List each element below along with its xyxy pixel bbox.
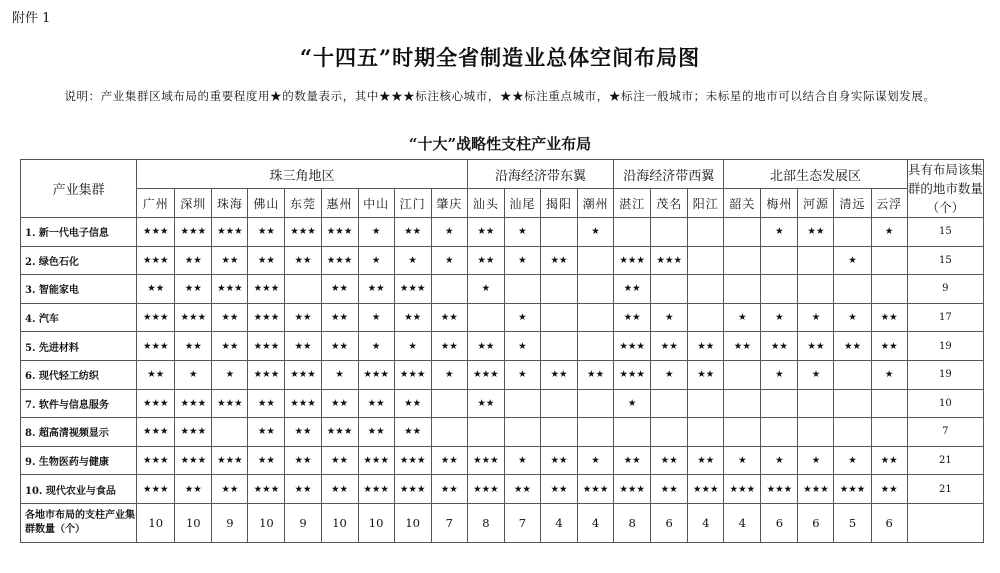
star-rating-cell xyxy=(651,275,688,304)
star-rating-cell: ★ xyxy=(212,360,248,389)
star-rating-cell: ★★★ xyxy=(321,418,358,447)
star-rating-cell: ★★★ xyxy=(394,475,431,504)
star-rating-cell: ★★★ xyxy=(137,303,175,332)
star-rating-cell: ★ xyxy=(504,332,540,361)
annex-label: 附件 1 xyxy=(12,11,51,26)
star-rating-cell xyxy=(540,418,577,447)
star-rating-cell: ★ xyxy=(358,246,394,275)
table-row xyxy=(21,389,984,418)
star-rating-cell: ★ xyxy=(394,246,431,275)
star-rating-cell: ★ xyxy=(798,360,834,389)
legend-note: 说明：产业集群区域布局的重要程度用★的数量表示，其中★★★标注核心城市，★★标注重点城市，★标注一般城市；未标星的地市可以结合自身实际谋划发展。 xyxy=(64,89,936,103)
star-rating-cell: ★★ xyxy=(688,446,724,475)
star-rating-cell: ★★★ xyxy=(651,246,688,275)
star-rating-cell xyxy=(467,418,504,447)
cluster-count-cell: 10 xyxy=(358,503,394,542)
star-rating-cell xyxy=(285,275,321,304)
star-rating-cell: ★★ xyxy=(285,246,321,275)
star-rating-cell: ★★★ xyxy=(175,303,212,332)
star-rating-cell xyxy=(724,389,761,418)
city-header: 湛江 xyxy=(614,189,651,218)
cluster-name: 7. 软件与信息服务 xyxy=(21,389,137,418)
star-rating-cell: ★★ xyxy=(467,389,504,418)
star-rating-cell xyxy=(540,389,577,418)
star-rating-cell: ★★ xyxy=(431,303,467,332)
star-rating-cell xyxy=(688,246,724,275)
cluster-count-cell: 8 xyxy=(467,503,504,542)
cluster-count-cell: 8 xyxy=(614,503,651,542)
star-rating-cell xyxy=(761,418,798,447)
table-row xyxy=(21,360,984,389)
star-rating-cell: ★ xyxy=(651,360,688,389)
star-rating-cell: ★★★ xyxy=(212,275,248,304)
star-rating-cell: ★★ xyxy=(358,418,394,447)
star-rating-cell xyxy=(871,246,907,275)
star-rating-cell: ★★ xyxy=(798,218,834,247)
star-rating-cell: ★ xyxy=(358,218,394,247)
star-rating-cell: ★★ xyxy=(651,475,688,504)
star-rating-cell: ★★★ xyxy=(212,446,248,475)
star-rating-cell: ★★ xyxy=(540,475,577,504)
city-header: 深圳 xyxy=(175,189,212,218)
star-rating-cell: ★★★ xyxy=(688,475,724,504)
cluster-name: 3. 智能家电 xyxy=(21,275,137,304)
star-rating-cell xyxy=(504,275,540,304)
star-rating-cell: ★ xyxy=(431,360,467,389)
city-header: 潮州 xyxy=(578,189,614,218)
star-rating-cell xyxy=(724,246,761,275)
star-rating-cell: ★ xyxy=(358,303,394,332)
star-rating-cell xyxy=(834,418,871,447)
cluster-name: 10. 现代农业与食品 xyxy=(21,475,137,504)
star-rating-cell: ★★★ xyxy=(614,360,651,389)
star-rating-cell: ★★ xyxy=(724,332,761,361)
empty-cell xyxy=(907,503,983,542)
star-rating-cell: ★★★ xyxy=(175,446,212,475)
city-count-cell: 15 xyxy=(907,218,983,247)
star-rating-cell: ★★★ xyxy=(248,303,285,332)
star-rating-cell: ★★ xyxy=(467,332,504,361)
star-rating-cell: ★ xyxy=(504,218,540,247)
star-rating-cell: ★★ xyxy=(540,246,577,275)
city-header: 广州 xyxy=(137,189,175,218)
star-rating-cell xyxy=(651,389,688,418)
star-rating-cell xyxy=(834,218,871,247)
star-rating-cell: ★★ xyxy=(688,332,724,361)
cluster-count-cell: 4 xyxy=(578,503,614,542)
star-rating-cell: ★★ xyxy=(614,446,651,475)
star-rating-cell: ★★ xyxy=(871,332,907,361)
star-rating-cell: ★★ xyxy=(248,418,285,447)
star-rating-cell xyxy=(540,303,577,332)
star-rating-cell: ★★ xyxy=(212,332,248,361)
city-count-cell: 19 xyxy=(907,360,983,389)
star-rating-cell: ★★ xyxy=(871,475,907,504)
city-header: 惠州 xyxy=(321,189,358,218)
cluster-count-cell: 5 xyxy=(834,503,871,542)
star-rating-cell: ★★ xyxy=(431,475,467,504)
star-rating-cell: ★★ xyxy=(285,475,321,504)
star-rating-cell: ★★★ xyxy=(724,475,761,504)
city-count-cell: 10 xyxy=(907,389,983,418)
star-rating-cell xyxy=(540,332,577,361)
city-header: 佛山 xyxy=(248,189,285,218)
star-rating-cell: ★ xyxy=(504,246,540,275)
star-rating-cell xyxy=(871,418,907,447)
star-rating-cell: ★★ xyxy=(248,389,285,418)
star-rating-cell: ★★ xyxy=(358,389,394,418)
city-header: 茂名 xyxy=(651,189,688,218)
city-count-cell: 21 xyxy=(907,446,983,475)
star-rating-cell xyxy=(651,418,688,447)
star-rating-cell: ★ xyxy=(504,446,540,475)
star-rating-cell: ★★ xyxy=(651,332,688,361)
star-rating-cell: ★★★ xyxy=(248,475,285,504)
star-rating-cell: ★★★ xyxy=(212,218,248,247)
cluster-count-cell: 10 xyxy=(321,503,358,542)
star-rating-cell: ★ xyxy=(651,303,688,332)
star-rating-cell: ★★ xyxy=(431,332,467,361)
star-rating-cell: ★★★ xyxy=(137,418,175,447)
star-rating-cell xyxy=(578,246,614,275)
city-header: 清远 xyxy=(834,189,871,218)
cluster-count-cell: 4 xyxy=(688,503,724,542)
star-rating-cell: ★★ xyxy=(761,332,798,361)
star-rating-cell xyxy=(724,418,761,447)
city-header: 珠海 xyxy=(212,189,248,218)
star-rating-cell: ★★★ xyxy=(212,389,248,418)
cluster-count-cell: 7 xyxy=(504,503,540,542)
star-rating-cell: ★★★ xyxy=(798,475,834,504)
cluster-count-cell: 4 xyxy=(724,503,761,542)
region-header: 沿海经济带西翼 xyxy=(614,160,724,189)
star-rating-cell xyxy=(578,389,614,418)
star-rating-cell: ★★ xyxy=(212,303,248,332)
cluster-name: 8. 超高清视频显示 xyxy=(21,418,137,447)
star-rating-cell: ★★ xyxy=(248,218,285,247)
star-rating-cell: ★ xyxy=(578,218,614,247)
city-header: 中山 xyxy=(358,189,394,218)
cluster-count-cell: 10 xyxy=(394,503,431,542)
star-rating-cell: ★★ xyxy=(871,303,907,332)
city-count-cell: 7 xyxy=(907,418,983,447)
table-row xyxy=(21,332,984,361)
cluster-name: 1. 新一代电子信息 xyxy=(21,218,137,247)
star-rating-cell: ★★ xyxy=(614,303,651,332)
star-rating-cell: ★★★ xyxy=(248,360,285,389)
star-rating-cell xyxy=(467,303,504,332)
cluster-count-cell: 9 xyxy=(285,503,321,542)
star-rating-cell: ★★ xyxy=(137,275,175,304)
star-rating-cell: ★★ xyxy=(285,332,321,361)
star-rating-cell: ★★ xyxy=(358,275,394,304)
star-rating-cell xyxy=(614,218,651,247)
star-rating-cell: ★ xyxy=(761,446,798,475)
cluster-count-cell: 7 xyxy=(431,503,467,542)
table-row xyxy=(21,275,984,304)
star-rating-cell: ★★★ xyxy=(248,275,285,304)
cluster-count-cell: 10 xyxy=(137,503,175,542)
cluster-count-cell: 6 xyxy=(651,503,688,542)
cluster-count-cell: 10 xyxy=(175,503,212,542)
cluster-count-cell: 6 xyxy=(871,503,907,542)
star-rating-cell xyxy=(724,218,761,247)
star-rating-cell: ★★ xyxy=(248,446,285,475)
star-rating-cell xyxy=(761,275,798,304)
table-row xyxy=(21,218,984,247)
star-rating-cell: ★ xyxy=(798,446,834,475)
star-rating-cell: ★ xyxy=(614,389,651,418)
star-rating-cell: ★ xyxy=(724,303,761,332)
star-rating-cell xyxy=(871,275,907,304)
star-rating-cell: ★★★ xyxy=(285,360,321,389)
star-rating-cell: ★★★ xyxy=(137,218,175,247)
star-rating-cell xyxy=(431,275,467,304)
table-row xyxy=(21,303,984,332)
star-rating-cell: ★★ xyxy=(321,303,358,332)
star-rating-cell: ★ xyxy=(834,446,871,475)
star-rating-cell: ★★ xyxy=(248,246,285,275)
cluster-count-label: 各地市布局的支柱产业集群数量（个） xyxy=(21,503,137,542)
cluster-name: 9. 生物医药与健康 xyxy=(21,446,137,475)
star-rating-cell xyxy=(798,389,834,418)
city-header: 汕头 xyxy=(467,189,504,218)
star-rating-cell xyxy=(540,218,577,247)
cluster-column-header: 产业集群 xyxy=(21,160,137,218)
star-rating-cell: ★ xyxy=(834,303,871,332)
city-header: 江门 xyxy=(394,189,431,218)
star-rating-cell: ★★ xyxy=(175,332,212,361)
cluster-count-cell: 4 xyxy=(540,503,577,542)
star-rating-cell xyxy=(431,389,467,418)
city-header: 韶关 xyxy=(724,189,761,218)
star-rating-cell: ★★★ xyxy=(175,418,212,447)
star-rating-cell: ★ xyxy=(467,275,504,304)
table-row xyxy=(21,246,984,275)
star-rating-cell: ★★ xyxy=(285,446,321,475)
star-rating-cell: ★★★ xyxy=(394,446,431,475)
cluster-count-cell: 9 xyxy=(212,503,248,542)
city-header: 揭阳 xyxy=(540,189,577,218)
star-rating-cell xyxy=(212,418,248,447)
cluster-name: 6. 现代轻工纺织 xyxy=(21,360,137,389)
star-rating-cell xyxy=(761,389,798,418)
star-rating-cell: ★★ xyxy=(798,332,834,361)
star-rating-cell: ★ xyxy=(834,246,871,275)
star-rating-cell: ★★★ xyxy=(248,332,285,361)
star-rating-cell xyxy=(578,275,614,304)
cluster-name: 2. 绿色石化 xyxy=(21,246,137,275)
star-rating-cell: ★★★ xyxy=(285,389,321,418)
star-rating-cell: ★★ xyxy=(431,446,467,475)
star-rating-cell xyxy=(431,418,467,447)
star-rating-cell: ★★★ xyxy=(358,360,394,389)
star-rating-cell: ★ xyxy=(431,246,467,275)
star-rating-cell: ★★★ xyxy=(285,218,321,247)
city-header: 云浮 xyxy=(871,189,907,218)
star-rating-cell: ★ xyxy=(431,218,467,247)
city-header: 梅州 xyxy=(761,189,798,218)
star-rating-cell: ★★★ xyxy=(467,475,504,504)
star-rating-cell: ★★★ xyxy=(321,218,358,247)
city-header: 东莞 xyxy=(285,189,321,218)
star-rating-cell: ★★ xyxy=(285,303,321,332)
city-count-cell: 21 xyxy=(907,475,983,504)
table-row xyxy=(21,475,984,504)
star-rating-cell: ★ xyxy=(321,360,358,389)
star-rating-cell: ★★★ xyxy=(137,389,175,418)
cluster-name: 5. 先进材料 xyxy=(21,332,137,361)
star-rating-cell: ★★★ xyxy=(614,332,651,361)
star-rating-cell xyxy=(688,218,724,247)
star-rating-cell: ★ xyxy=(798,303,834,332)
star-rating-cell xyxy=(871,389,907,418)
star-rating-cell xyxy=(798,418,834,447)
star-rating-cell xyxy=(540,275,577,304)
star-rating-cell xyxy=(688,389,724,418)
star-rating-cell: ★ xyxy=(761,360,798,389)
industry-layout-table xyxy=(20,159,984,543)
city-header: 汕尾 xyxy=(504,189,540,218)
star-rating-cell: ★★ xyxy=(321,389,358,418)
star-rating-cell: ★★★ xyxy=(467,360,504,389)
star-rating-cell: ★ xyxy=(394,332,431,361)
cluster-count-row xyxy=(21,503,984,542)
star-rating-cell: ★★ xyxy=(651,446,688,475)
cluster-count-cell: 10 xyxy=(248,503,285,542)
star-rating-cell: ★ xyxy=(724,446,761,475)
star-rating-cell: ★★ xyxy=(175,275,212,304)
star-rating-cell: ★★ xyxy=(394,303,431,332)
star-rating-cell: ★★ xyxy=(321,332,358,361)
star-rating-cell: ★★ xyxy=(467,218,504,247)
city-count-cell: 15 xyxy=(907,246,983,275)
star-rating-cell: ★ xyxy=(504,303,540,332)
city-count-cell: 9 xyxy=(907,275,983,304)
star-rating-cell xyxy=(504,418,540,447)
star-rating-cell xyxy=(578,418,614,447)
star-rating-cell xyxy=(578,332,614,361)
city-header: 阳江 xyxy=(688,189,724,218)
star-rating-cell: ★ xyxy=(175,360,212,389)
star-rating-cell: ★★★ xyxy=(761,475,798,504)
star-rating-cell xyxy=(578,303,614,332)
table-row xyxy=(21,446,984,475)
star-rating-cell: ★★ xyxy=(614,275,651,304)
star-rating-cell: ★★ xyxy=(175,475,212,504)
star-rating-cell: ★★★ xyxy=(467,446,504,475)
star-rating-cell: ★★★ xyxy=(137,475,175,504)
region-header: 沿海经济带东翼 xyxy=(467,160,613,189)
star-rating-cell: ★★ xyxy=(137,360,175,389)
star-rating-cell: ★★★ xyxy=(137,446,175,475)
star-rating-cell: ★★★ xyxy=(394,360,431,389)
city-header: 河源 xyxy=(798,189,834,218)
star-rating-cell: ★★★ xyxy=(394,275,431,304)
star-rating-cell: ★ xyxy=(578,446,614,475)
star-rating-cell: ★ xyxy=(504,360,540,389)
star-rating-cell: ★★ xyxy=(212,475,248,504)
star-rating-cell: ★★ xyxy=(212,246,248,275)
star-rating-cell: ★★★ xyxy=(614,246,651,275)
star-rating-cell xyxy=(651,218,688,247)
star-rating-cell: ★★ xyxy=(504,475,540,504)
star-rating-cell: ★★★ xyxy=(175,389,212,418)
star-rating-cell: ★★ xyxy=(175,246,212,275)
star-rating-cell: ★ xyxy=(761,218,798,247)
table-row xyxy=(21,418,984,447)
star-rating-cell: ★★ xyxy=(540,446,577,475)
star-rating-cell xyxy=(688,418,724,447)
star-rating-cell: ★★ xyxy=(467,246,504,275)
star-rating-cell: ★★★ xyxy=(321,246,358,275)
star-rating-cell: ★★★ xyxy=(137,332,175,361)
star-rating-cell: ★★★ xyxy=(358,446,394,475)
star-rating-cell: ★ xyxy=(871,218,907,247)
star-rating-cell: ★ xyxy=(761,303,798,332)
cluster-count-cell: 6 xyxy=(761,503,798,542)
star-rating-cell: ★★★ xyxy=(358,475,394,504)
table-title: “十大”战略性支柱产业布局 xyxy=(408,135,592,153)
star-rating-cell: ★★ xyxy=(834,332,871,361)
cluster-name: 4. 汽车 xyxy=(21,303,137,332)
star-rating-cell: ★★★ xyxy=(578,475,614,504)
star-rating-cell: ★★★ xyxy=(834,475,871,504)
star-rating-cell: ★★★ xyxy=(614,475,651,504)
star-rating-cell xyxy=(761,246,798,275)
star-rating-cell: ★★ xyxy=(321,275,358,304)
star-rating-cell: ★★ xyxy=(540,360,577,389)
star-rating-cell xyxy=(724,360,761,389)
star-rating-cell: ★ xyxy=(358,332,394,361)
star-rating-cell xyxy=(798,275,834,304)
star-rating-cell: ★★★ xyxy=(175,218,212,247)
star-rating-cell: ★★★ xyxy=(137,246,175,275)
star-rating-cell xyxy=(614,418,651,447)
city-count-cell: 19 xyxy=(907,332,983,361)
star-rating-cell xyxy=(834,275,871,304)
city-header: 肇庆 xyxy=(431,189,467,218)
city-count-column-header: 具有布局该集群的地市数量（个） xyxy=(907,160,983,218)
star-rating-cell xyxy=(504,389,540,418)
city-count-cell: 17 xyxy=(907,303,983,332)
star-rating-cell xyxy=(834,389,871,418)
page-title: “十四五”时期全省制造业总体空间布局图 xyxy=(299,45,701,70)
cluster-count-cell: 6 xyxy=(798,503,834,542)
region-header: 北部生态发展区 xyxy=(724,160,907,189)
star-rating-cell xyxy=(724,275,761,304)
star-rating-cell: ★ xyxy=(871,360,907,389)
star-rating-cell: ★★ xyxy=(394,389,431,418)
star-rating-cell xyxy=(688,303,724,332)
star-rating-cell xyxy=(834,360,871,389)
star-rating-cell xyxy=(798,246,834,275)
star-rating-cell: ★★ xyxy=(321,446,358,475)
region-header: 珠三角地区 xyxy=(137,160,468,189)
star-rating-cell: ★★ xyxy=(688,360,724,389)
star-rating-cell: ★★ xyxy=(394,218,431,247)
star-rating-cell xyxy=(688,275,724,304)
star-rating-cell: ★★ xyxy=(394,418,431,447)
star-rating-cell: ★★ xyxy=(871,446,907,475)
star-rating-cell: ★★ xyxy=(321,475,358,504)
star-rating-cell: ★★ xyxy=(285,418,321,447)
star-rating-cell: ★★ xyxy=(578,360,614,389)
